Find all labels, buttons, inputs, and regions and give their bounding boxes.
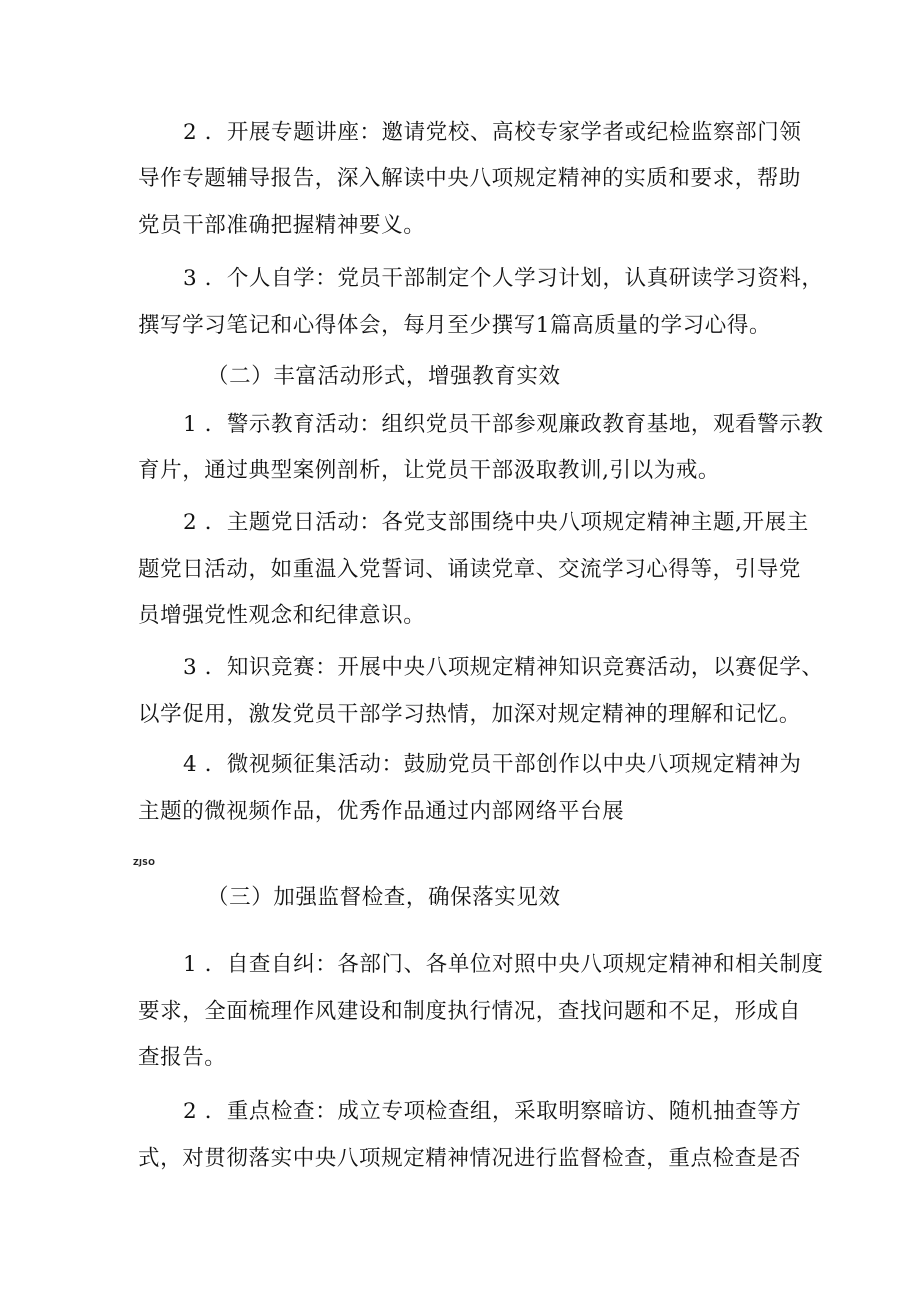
paragraph-line: 2 ．重点检查：成立专项检查组，采取明察暗访、随机抽查等方: [183, 1099, 802, 1124]
paragraph-line: 1 ．警示教育活动：组织党员干部参观廉政教育基地，观看警示教: [183, 412, 824, 437]
paragraph-line: 以学促用，激发党员干部学习热情，加深对规定精神的理解和记忆。: [138, 702, 802, 727]
page-stamp: ZJSO: [133, 858, 156, 867]
paragraph-line: 2 ．开展专题讲座：邀请党校、高校专家学者或纪检监察部门领: [183, 120, 802, 145]
paragraph-line: 2 ．主题党日活动：各党支部围绕中央八项规定精神主题,开展主: [183, 510, 809, 535]
section-heading: （三）加强监督检查，确保落实见效: [207, 885, 561, 910]
paragraph-line: 育片，通过典型案例剖析，让党员干部汲取教训,引以为戒。: [138, 458, 721, 483]
section-heading: （二）丰富活动形式，增强教育实效: [207, 364, 561, 389]
paragraph-line: 题党日活动，如重温入党誓词、诵读党章、交流学习心得等，引导党: [138, 557, 802, 582]
paragraph-line: 1 ．自查自纠：各部门、各单位对照中央八项规定精神和相关制度: [183, 952, 824, 977]
paragraph-line: 要求，全面梳理作风建设和制度执行情况，查找问题和不足，形成自: [138, 999, 802, 1024]
paragraph-line: 主题的微视频作品，优秀作品通过内部网络平台展: [138, 799, 625, 824]
paragraph-line: 4 ．微视频征集活动：鼓励党员干部创作以中央八项规定精神为: [183, 752, 802, 777]
paragraph-line: 3 ．个人自学：党员干部制定个人学习计划，认真研读学习资料，: [183, 266, 824, 291]
paragraph-line: 式，对贯彻落实中央八项规定精神情况进行监督检查，重点检查是否: [138, 1146, 802, 1171]
paragraph-line: 撰写学习笔记和心得体会，每月至少撰写1篇高质量的学习心得。: [138, 313, 772, 338]
paragraph-line: 员增强党性观念和纪律意识。: [138, 603, 426, 628]
paragraph-line: 导作专题辅导报告，深入解读中央八项规定精神的实质和要求，帮助: [138, 166, 802, 191]
paragraph-line: 党员干部准确把握精神要义。: [138, 213, 426, 238]
paragraph-line: 3 ．知识竞赛：开展中央八项规定精神知识竞赛活动，以赛促学、: [183, 655, 824, 680]
paragraph-line: 查报告。: [138, 1045, 227, 1070]
